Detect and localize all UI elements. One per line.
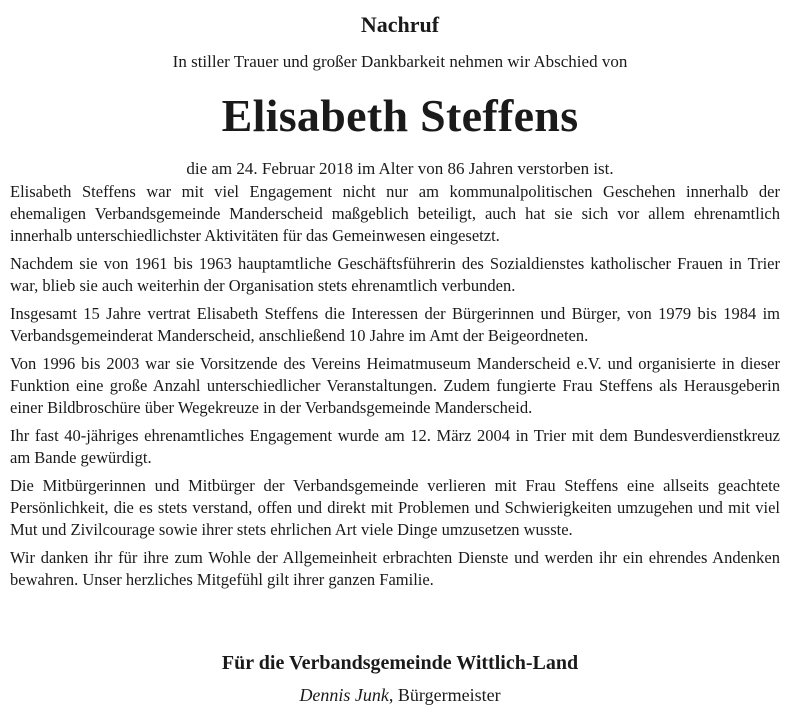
notice-body <box>10 181 780 597</box>
deceased-name: Elisabeth Steffens <box>221 90 579 141</box>
body-paragraph: Die Mitbürgerinnen und Mitbürger der Verbandsgemeinde verlieren mit Frau Steffens eine allseits geachtete Persönlichkeit, die es stets verstand, offen und direkt mit Problemen und Schwierigkeiten umzugehen und mit viel Mut und Zivilcourage sowie ihrer stets ehrlichen Art viele Dinge umzusetzen wusste. <box>10 475 780 540</box>
signoff-organization: Für die Verbandsgemeinde Wittlich-Land <box>221 652 579 674</box>
body-paragraph: Insgesamt 15 Jahre vertrat Elisabeth Steffens die Interessen der Bürgerinnen und Bürger, von 1979 bis 1984 im Verbandsgemeinderat Manderscheid, anschließend 10 Jahre im Amt der Beigeordneten. <box>10 304 780 346</box>
body-paragraph: Elisabeth Steffens war mit viel Engagement nicht nur am kommunalpolitischen Geschehen innerhalb der ehemaligen Verbandsgemeinde Manderscheid maßgeblich beteiligt, auch hat sie sich vor allem ehrenamtlich innerhalb unterschiedlichster Aktivitäten für das Gemeinwesen eingesetzt. <box>10 182 780 246</box>
body-paragraph: Von 1996 bis 2003 war sie Vorsitzende des Vereins Heimatmuseum Manderscheid e.V. und organisierte in dieser Funktion eine große Anzahl unterschiedlicher Veranstaltungen. Zudem fungierte Frau Steffens als Herausgeberin einer Bildbroschüre über Wegekreuze in der Verbandsgemeinde Manderscheid. <box>10 353 780 418</box>
signature-line <box>0 683 800 707</box>
intro-line: In stiller Trauer und großer Dankbarkeit nehmen wir Abschied von <box>172 52 628 71</box>
notice-heading: Nachruf <box>360 12 440 37</box>
body-paragraph: Ihr fast 40-jähriges ehrenamtliches Engagement wurde am 12. März 2004 in Trier mit dem Bundesverdienstkreuz am Bande gewürdigt. <box>10 426 780 468</box>
body-paragraph: Nachdem sie von 1961 bis 1963 hauptamtliche Geschäftsführerin des Sozialdienstes katholischer Frauen in Trier war, blieb sie auch weiterhin der Organisation stets ehrenamtlich verbunden. <box>10 254 780 296</box>
death-date-line: die am 24. Februar 2018 im Alter von 86 Jahren verstorben ist. <box>186 159 614 178</box>
signatory-name: Dennis Junk <box>299 685 389 705</box>
signatory-title: , Bürgermeister <box>388 685 501 705</box>
body-paragraph: Wir danken ihr für ihre zum Wohle der Allgemeinheit erbrachten Dienste und werden ihr ein ehrendes Andenken bewahren. Unser herzliches Mitgefühl gilt ihrer ganzen Familie. <box>10 548 780 590</box>
